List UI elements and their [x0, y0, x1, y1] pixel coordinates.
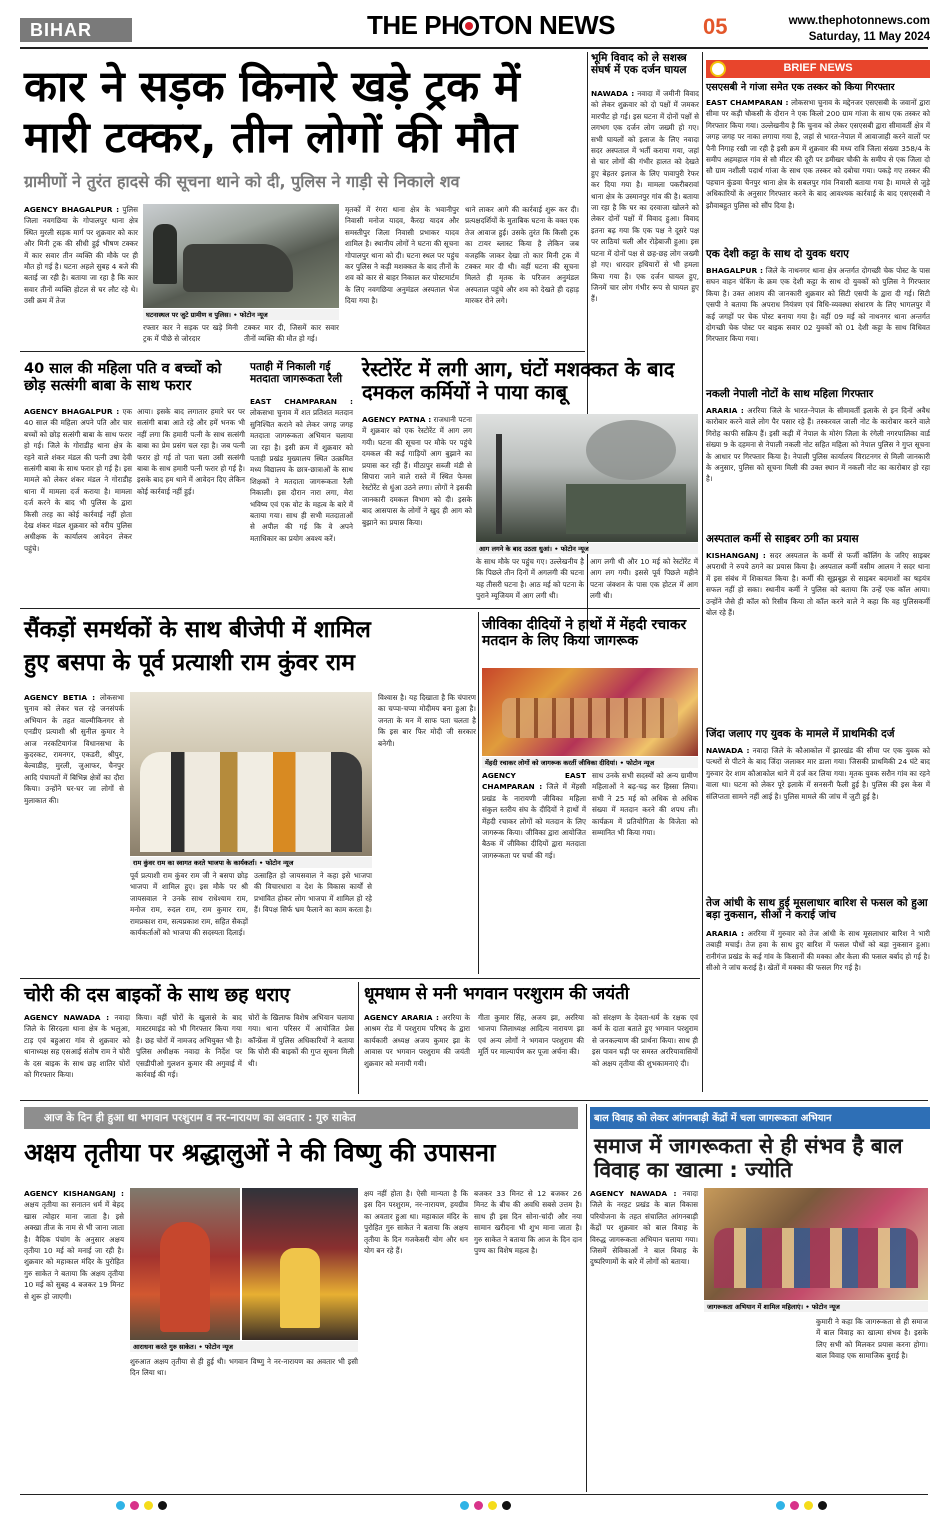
restaurant-column-1 [362, 414, 472, 602]
restaurant-below-2: आग लगी थी और 10 मई को रेस्टोरेंट में आग लग गयी। इससे पूर्व पिछले महीने पटना जंक्शन के पास एक होटल में आग लगी थी। [590, 557, 698, 601]
akshay-banner-text: आज के दिन ही हुआ था भगवान परशुराम व नर-नारायण का अवतार : गुरु साकेत [44, 1112, 356, 1124]
registration-dot-yellow-2 [488, 1501, 497, 1510]
registration-dot-cyan [116, 1501, 125, 1510]
bjp-column-1 [24, 692, 124, 972]
jeevika-headline: जीविका दीदियों ने हाथों में मेंहदी रचाकर मतदान के लिए किया जागरूक [482, 617, 687, 650]
akshay-column-4: बजकर 33 मिनट से 12 बजकर 26 मिनट के बीच की अवधि सबसे उत्तम है। साथ ही इस दिन सोना-चांदी और नया सामान खरीदना भी शुभ माना जाता है। गुरु साकेत ने बताया कि आज के दिन दान पुण्य का विशेष महत्व है। [474, 1189, 582, 1256]
bjp-jeevika-divider [478, 612, 479, 974]
chori-agency: AGENCY NAWADA : [24, 1013, 110, 1022]
section-label-box [20, 18, 132, 42]
parshuram-col1-text: अररिया के आश्रम रोड में परशुराम परिषद के द्वारा कार्यकारी अध्यक्ष अजय कुमार झा के आवास पर भगवान परशुराम की जयंती शुक्रवार को मनायी गयी। [364, 1013, 470, 1068]
section-label: BIHAR [30, 20, 92, 40]
row2-bottom-rule [20, 608, 700, 609]
lead-below-photo-2: टक्कर मार दी, जिसमें कार सवार तीनों व्यक्ति की मौत हो गई। [244, 323, 339, 344]
registration-dot-cyan-2 [460, 1501, 469, 1510]
people-shape [153, 224, 177, 284]
lead-column-1 [24, 204, 138, 344]
registration-dot-black-3 [818, 1501, 827, 1510]
brief5-body [706, 745, 930, 893]
lead-bottom-rule [20, 351, 585, 352]
accident-photo-caption: घटनास्थल पर जुटे ग्रामीण व पुलिस। • फोटोन न्यूज [143, 309, 339, 320]
patahi-body [250, 396, 353, 600]
chori-column-3: चोरों के खिलाफ विशेष अभियान चलाया गया। थाना परिसर में आयोजित प्रेस कॉन्फ्रेंस में पुलिस अधिकारियों ने बताया कि चोरी की बाइकों की गुप्त सूचना मिली थी। [248, 1013, 354, 1068]
balvivah-photo-caption: जागरूकता अभियान में शामिल महिलाएं। • फोटोन न्यूज [704, 1301, 928, 1312]
akshay-photo-caption: आराधना करते गुरु साकेत। • फोटोन न्यूज [130, 1341, 358, 1352]
parshuram-headline: धूमधाम से मनी भगवान परशुराम की जयंती [364, 984, 630, 1004]
restaurant-below-1: के साथ मौके पर पहुंच गए। उल्लेखनीय है कि पिछले तीन दिनों में अगलगी की घटना यह तीसरी घटना है। आठ मई को पटना के पुराने म्यूजियम में आग लगी थी। [476, 557, 584, 601]
photon-logo-icon [459, 16, 479, 36]
lead-agency: AGENCY BHAGALPUR : [24, 205, 120, 214]
brief5-headline: जिंदा जलाए गए युवक के मामले में प्राथमिकी दर्ज [706, 728, 895, 740]
jeevika-column-1 [482, 770, 586, 974]
row3-bottom-rule [20, 978, 700, 979]
wrecked-car-shape [183, 244, 293, 292]
brief3-agency: ARARIA : [706, 406, 744, 415]
akshay-headline: अक्षय तृतीया पर श्रद्धालुओं ने की विष्णु की उपासना [24, 1138, 496, 1167]
parshuram-column-2: गीता कुमार सिंह, अजय झा, अररिया भाजपा जिलाध्यक्ष आदित्य नारायण झा एवं अन्य लोगों ने भगवान परशुराम की मूर्ति पर माल्यार्पण कर पूजा अर्चना की। [478, 1013, 584, 1057]
patahi-agency: EAST CHAMPARAN : [250, 397, 353, 406]
brief1-agency: EAST CHAMPARAN : [706, 98, 789, 107]
bhumi-headline: भूमि विवाद को ले सशस्त्र संघर्ष में एक दर्जन घायल [591, 52, 687, 77]
akshay-column-1 [24, 1188, 124, 1488]
bjp-column-3: उत्साहित हो जायसवाल ने कहा इसे भाजपा की विचारधारा व देश के विकास कार्यों से प्रभावित होकर लोग भाजपा में शामिल हो रहे हैं। विपक्ष सिर्फ भ्रम फैलाने का काम करता है। [254, 871, 372, 915]
brief4-headline: अस्पताल कर्मी से साइबर ठगी का प्रयास [706, 533, 859, 545]
balvivah-banner-text: बाल विवाह को लेकर आंगनबाड़ी केंद्रों में चला जागरूकता अभियान [594, 1113, 832, 1124]
registration-dot-black-2 [502, 1501, 511, 1510]
bjp-headline-2: हुए बसपा के पूर्व प्रत्याशी राम कुंवर राम [24, 650, 355, 676]
brief5-text: नवादा जिले के कौआकोल में झारखंड की सीमा पर एक युवक को पत्थरों से पीटने के बाद जिंदा जलाकर मार डाला गया। जिसकी प्राथमिकी 24 घंटे बाद गुरुवार देर शाम कौआकोल थाने में दर्ज कर लिया गया। मृतक युवक सरौन गांव का रहने वाला था। घटना को लेकर पूरे इलाके में सनसनी फैली हुई है। पुलिस की इस केस में संलिप्तता सामने नहीं आई है। पुलिस मामले की जांच में जुटी हुई है। [706, 746, 930, 801]
parshuram-agency: AGENCY ARARIA : [364, 1013, 439, 1022]
lead-headline-1: कार ने सड़क किनारे खड़े ट्रक में [24, 62, 520, 112]
story40-column-2: आया। इसके बाद लगातार हमारे घर पर सत्संगी बाबा आते रहे और हमें भनक भी नहीं लगा कि हमारी पत्नी के साथ सत्संगी बाबा का प्रेम प्रसंग चल रहा है। जब पत्नी फरार हो गई तो पता चला उसी सत्संगी बाबा के साथ हमारी पत्नी फरार हो गई है। इसके बाद हम थाने में आवेदन दिए लेकिन कोई कार्रवाई नहीं हुई। [137, 407, 245, 496]
balvivah-col1-text: नवादा जिले के नरहट प्रखंड के बाल विकास परियोजना के तहत संचालित आंगनबाड़ी केंद्रों पर शुक्रवार को बाल विवाह के विरुद्ध जागरूकता अभियान चलाया गया। जिसमें सेविकाओं ने बाल विवाह के दुष्परिणामों के बारे में लोगों को बताया। [590, 1189, 698, 1267]
lead-headline-2: मारी टक्कर, तीन लोगों की मौत [24, 113, 518, 163]
women-group-shape [714, 1228, 918, 1288]
brief4-agency: KISHANGANJ : [706, 551, 766, 560]
registration-dot-black [158, 1501, 167, 1510]
patahi-headline: पताही में निकाली गई मतदाता जागरूकता रैली [250, 361, 343, 386]
brief6-headline: तेज आंधी के साथ हुई मूसलाधार बारिश से फसल को हुआ बड़ा नुकसान, सीओ ने कराई जांच [706, 897, 928, 922]
issue-date: Saturday, 11 May 2024 [808, 31, 930, 43]
bjp-photo [130, 692, 372, 856]
smoke-shape [586, 420, 676, 480]
lead-column-1b-text: बताया जा रहा है कि कार सवार तीनों व्यक्ति होटल से घर लौट रहे थे। उसी क्रम में तेज [24, 273, 138, 306]
registration-dot-magenta-3 [790, 1501, 799, 1510]
bhumi-text: नवादा में जमीनी विवाद को लेकर शुक्रवार को दो पक्षों में जमकर मारपीट हो गई। इस घटना में दोनों पक्षों से लगभग एक दर्जन लोग जख्मी हो गए। सभी घायलों को इलाज के लिए नवादा सदर अस्पताल में भर्ती कराया गया, जहां से चार लोगों की गंभीर हालत को देखते हुए बेहतर इलाज के लिए पावापुरी रेफर कर दिया गया है। मामला पकरीबरावां थाना क्षेत्र के उस्मानपुर गांव की है। बताया जा रहा है कि घर का दरवाजा खोलने को लेकर दोनों पक्षों में विवाद हुआ। विवाद इतना बढ़ गया कि एक पक्ष ने दूसरे पक्ष पर लाठियां चली और रोड़ेबाजी हुआ। इस घटना में दोनों पक्ष से छह-छह लोग जख्मी हो गए। धारदार हथियारों से भी हमला किया गया है। एक दर्जन घायल हुए, जिनमें चार लोग गंभीर रूप से घायल हुए हैं। [591, 89, 699, 304]
akshay-banner [24, 1107, 578, 1129]
jeevika-col1-text: जिले में मेंहसी प्रखंड के नारायणी जीविका महिला संकुल स्तरीय संघ के दीदियों ने हाथों में मेंहदी रचाकर लोगों को मतदान के लिए जागरूक किया। जीविका द्वारा आयोजित बैठक में जीविका दीदियों द्वारा मतदाता जागरूकता पर चर्चा की गई। [482, 782, 586, 860]
row4-bottom-rule [20, 1100, 928, 1101]
footer-rule [20, 1494, 928, 1495]
bjp-photo-caption: राम कुंवर राम का स्वागत करते भाजपा के कार्यकर्ता। • फोटोन न्यूज [130, 857, 372, 868]
jeevika-agency: AGENCY EAST CHAMPARAN : [482, 771, 586, 792]
chori-column-2: किया। वहीं चोरों के खुलासे के बाद मास्टरमाइंड को भी गिरफ्तार किया गया है। छह चोरों में नामजद अभियुक्त भी है। पुलिस अधीक्षक नवादा के निर्देश पर एसडीपीओ गुलशन कुमार की अगुवाई में कार्रवाई की गई। [136, 1013, 242, 1080]
story40-text: एक 40 साल की महिला अपने पति और चार बच्चों को छोड़ सत्संगी बाबा के साथ फरार हो गई। जिले के गोराडीह थाना क्षेत्र के रहने वाले शंकर मंडल की पत्नी उषा देवी सत्संगी बाबा के साथ फरार हो गई है। इस मामले को लेकर शंकर मंडल ने गोराडीह थाना में मामला दर्ज कराया है। मामला दर्ज करने के बाद भी पुलिस के द्वारा किसी तरह का कोई कार्रवाई नहीं होता देख शंकर मंडल शुक्रवार को वरीय पुलिस अधीक्षक के कार्यालय आवेदन लेकर पहुंचे। [24, 407, 132, 553]
lead-column-3: मृतकों में रंगरा थाना क्षेत्र के भवानीपुर निवासी मनोज यादव, कैरदा यादव और समस्तीपुर जिला निवासी प्रभाकर यादव शामिल है। स्थानीय लोगों ने घटना की सूचना गोपालपुर थाना को दी। घटना स्थल पर पहुंच कर पुलिस ने कड़ी मशक्कत के बाद तीनों के शव को कार से बाहर निकाल कर पोस्टमार्टम के लिए नवगछिया अनुमंडल अस्पताल भेज दिया गया है। [345, 205, 459, 306]
balvivah-agency: AGENCY NAWADA : [590, 1189, 677, 1198]
fire-photo [476, 414, 698, 542]
chori-parshuram-divider [358, 982, 359, 1094]
parshuram-column-1 [364, 1012, 470, 1094]
bhumi-body [591, 88, 699, 344]
jeevika-column-2: साथ उनके सभी सदस्यों को अन्य ग्रामीण महिलाओं ने बढ़-चढ़ कर हिस्सा लिया। सभी ने 25 मई को अधिक से अधिक संख्या में मतदान करने की शपथ ली। कार्यक्रम में प्रतियोगिता के विजेता को सम्मानित भी किया गया। [592, 771, 698, 838]
parshuram-column-3: को संरक्षण के देवता-धर्म के रक्षक एवं कर्म के दाता बताते हुए भगवान परशुराम से जनकल्याण की प्रार्थना किया। साथ ही इस पावन घड़ी पर समस्त अररियावासियों को अक्षय तृतीया की शुभकामनाएं दी। [592, 1013, 698, 1068]
bhumi-agency: NAWADA : [591, 89, 635, 98]
page-number-badge [703, 14, 739, 44]
brief2-headline: एक देशी कट्टा के साथ दो युवक धराए [706, 248, 849, 260]
akshay-column-3: क्षय नहीं होता है। ऐसी मान्यता है कि इस दिन परशुराम, नर-नारायण, हयग्रीव का अवतार हुआ था। महाकाल मंदिर के पुरोहित गुरु साकेत ने बताया कि अक्षय तृतीया के दिन गजकेसरी योग और धन योग बन रहे हैं। [364, 1189, 468, 1256]
story40-headline: 40 साल की महिला पति व बच्चों को छोड़ सत्संगी बाबा के साथ फरार [24, 361, 222, 394]
registration-dot-yellow [144, 1501, 153, 1510]
brief3-text: अररिया जिले के भारत-नेपाल के सीमावर्ती इलाके से इन दिनों अवैध कारोबार करने वाले लोग पैर पसार रहे हैं। तस्करवल जाली नोट के कारोबार करने वाले गिरोह काफी सक्रिय हैं। इसी कड़ी में नेपाल के मोरंग जिला के रंगेली नगरपालिका वार्ड संख्या 9 के दहमना से नेपाली नकली नोट सहित महिला को नेपाल पुलिस ने गुप्त सूचना के आधार पर गिरफ्तार किया है। नेपाली पुलिस कार्यालय विराटनगर से मिली जानकारी के अनुसार, पुलिस को सूचना मिली की उक्त स्थान में नकली नोट का कारोबार हो रहा है। [706, 406, 930, 484]
restaurant-agency: AGENCY PATNA : [362, 415, 432, 424]
bjp-column-4: विश्वास है। यह दिखाता है कि चंपारण का चप्पा-चप्पा मोदीमय बना हुआ है। जनता के मन में साफ पता चलता है कि इस बार फिर मोदी जी सरकार बनेगी। [378, 693, 476, 748]
brief1-text: लोकसभा चुनाव के मद्देनजर एसएसबी के जवानों द्वारा सीमा पर कड़ी चौकसी के दौरान ने एक किलो 200 ग्राम गांजा के साथ एक तस्कर को गिरफ्तार किया गया। उल्लेखनीय है कि चुनाव को लेकर एसएसबी द्वारा सीमावर्ती क्षेत्र में जगह जगह पर नाका लगाया गया है, जहां से भारत-नेपाल में आवाजाही करने वालों पर पैनी निगाह रखी जा रही है इसी क्रम में शुक्रवार की मध्य रात्रि जिला संख्या 358/4 के समीप अहमहाल गांव से सौ मीटर की दूरी पर डमीखर चौकी के समीप से एक जिला दो सौ ग्राम नशीली पदार्थ गांजा के साथ एक तस्कर को दबोचा गया। पकड़े गए तस्कर की पहचान कुंडवा चैनपुर थाना क्षेत्र के सबलपुर गांव निवासी बताया गया है। मामले से जुड़े अधिकारियों के अनुसार गिरफ्तार करने के बाद आवश्यक कार्रवाई के बाद एसएसबी ने झौवाबहुत पुलिस को सौंप दिया है। [706, 98, 930, 210]
bjp-headline-1: सैंकड़ों समर्थकों के साथ बीजेपी में शामिल [24, 617, 371, 643]
brief4-text: सदर अस्पताल के कर्मी से फर्जी कॉलिंग के जरिए साइबर अपराधी ने रुपये ठगने का प्रयास किया है। अस्पताल कर्मी वसीम आलम ने सदर थाना में इस संबंध में शिकायत किया है। कर्मी की सूझबूझ से साइबर बदमाशों का षड़यंत्र सफल नहीं हो सका। स्थानीय कर्मी ने पुलिस को बताया कि उन्हें एक कॉल आया। उन्होंने जैसे ही कॉल को रिसीव किया तो कॉल करने वाले ने कहा कि वह पुलिसकर्मी बोल रहे हैं। [706, 551, 930, 618]
balvivah-photo [704, 1188, 928, 1300]
jeevika-photo [482, 668, 698, 756]
brief6-body [706, 928, 930, 1088]
brief4-body [706, 550, 930, 722]
balvivah-headline: समाज में जागरूकता से ही संभव है बाल विवाह का खात्मा : ज्योति [594, 1134, 903, 1183]
balvivah-column-1 [590, 1188, 698, 1488]
lead-subhead: ग्रामीणों ने तुरंत हादसे की सूचना थाने को दी, पुलिस ने गाड़ी से निकाले शव [24, 172, 460, 191]
bjp-column-2: पूर्व प्रत्याशी राम कुंवर राम जी ने बसपा छोड़ भाजपा में शामिल हुए। इस मौके पर श्री जायसवाल ने उनके साथ राधेश्याम राम, मनोज राम, रुदल राम, राम कुमार राम, रामप्रकाश राम, सत्यप्रकाश राम, सहित सैकड़ों कार्यकर्ताओं को भाजपा की सदस्यता दिलाई। [130, 871, 248, 938]
akshay-agency: AGENCY KISHANGANJ : [24, 1189, 124, 1198]
brief1-headline: एसएसबी ने गांजा समेत एक तस्कर को किया गिरफ्तार [706, 82, 895, 93]
masthead-rule [20, 47, 928, 49]
brief1-body [706, 97, 930, 239]
registration-dot-yellow-3 [804, 1501, 813, 1510]
registration-dot-magenta [130, 1501, 139, 1510]
story40-agency: AGENCY BHAGALPUR : [24, 407, 120, 416]
bhumi-brief-divider [702, 52, 703, 1092]
brief2-agency: BHAGALPUR : [706, 266, 763, 275]
story40-column-1 [24, 406, 132, 600]
tower-shape [496, 434, 502, 534]
akshay-below-photo: शुरुआत अक्षय तृतीया से ही हुई थी। भगवान विष्णु ने नर-नारायण का अवतार भी इसी दिन लिया था। [130, 1357, 358, 1378]
akshay-col1-text: अक्षय तृतीया का सनातन धर्म में बेहद खास त्योहार माना जाता है। इसे अक्खा तीज के नाम से भी जाना जाता है। वैदिक पंचांग के अनुसार अक्षय तृतीया 10 मई को मनाई जा रही है। शुक्रवार को महाकाल मंदिर के पुरोहित गुरु साकेत ने बताया कि अक्षय तृतीया 10 मई को सुबह 4 बजकर 19 मिनट से शुरू हो जाएगी। [24, 1200, 124, 1301]
akshay-balvivah-divider [586, 1104, 587, 1492]
registration-dot-magenta-2 [474, 1501, 483, 1510]
lead-column-4: थाने लाकर आगे की कार्रवाई शुरू कर दी। प्रत्यक्षदर्शियों के मुताबिक घटना के वक्त एक तेज आवाज हुई। उसके तुरंत कि किसी ट्रक का टायर ब्लास्ट किया है लेकिन जब वजहकि जाकर देखा तो कार मिनी ट्रक में टक्कर मार दी थी। वहीं घटना की सूचना मिलते ही मृतक के परिजन अनुमंडल अस्पताल पहुंचे और शव को देखते ही दहाड़ मारकर रोने लगे। [465, 205, 579, 306]
balvivah-banner [590, 1107, 930, 1129]
restaurant-text: राजधानी पटना में शुक्रवार को एक रेस्टोरेंट में आग लग गयी। घटना की सूचना पर मौके पर पहुंचे दमकल की कई गाड़ियों आग बुझाने का प्रयास कर रही हैं। मीठापुर सब्जी मंडी से सिपारा जाने वाले रास्ते में स्थित फेमस रेस्टोरेंट से धुंआ उठने लगा। लोगों ने इसकी जानकारी दमकल विभाग को दी। इसके बाद आसपास के लोगों ने खुद ही आग को बुझाने का प्रयास किया। [362, 415, 472, 527]
bjp-agency: AGENCY BETIA : [24, 693, 96, 702]
balvivah-column-2: कुमारी ने कहा कि जागरूकता से ही समाज में बाल विवाह का खात्मा संभव है। इसके लिए सभी को मिलकर प्रयास करना होगा। बाल विवाह एक सामाजिक बुराई है। [816, 1317, 928, 1361]
building-shape [566, 484, 686, 534]
page-number: 05 [703, 14, 728, 39]
hands-shape [502, 698, 678, 738]
brief3-body [706, 405, 930, 529]
paper-title [367, 10, 615, 48]
brief5-agency: NAWADA : [706, 746, 750, 755]
brief6-text: अररिया में गुरुवार को तेज आंधी के साथ मूसलाधार बारिश ने भारी तबाही मचाई। तेज हवा के साथ हुए बारिश में फसल पौधों को बड़ा नुकसान हुआ। रानीगंज प्रखंड के कई गांव के किसानों की मक्का और केला की फसल बर्बाद हो गई है। सीओ ने जांच कराई है। खेतों में मक्का की फसल गिर गई है। [706, 929, 930, 973]
brief2-text: जिले के नाथनगर थाना क्षेत्र अन्तर्गत दोगच्छी चेक पोस्ट के पास सघन वाहन चेकिंग के क्रम एक देशी कट्टा के साथ दो युवकों को पुलिस ने गिरफ्तार किया है। उक्त आशय की जानकारी शुक्रवार को सिटी एसपी के द्वारा दी गई। सिटी एसपी ने बताया कि अपराध नियंत्रण एवं विधि-व्यवस्था संधारण के लिए भागलपुर में कई जगहों पर चेक पोस्ट बनाया गया है। वहीं 09 मई को नाथनगर थाना अन्तर्गत दोगच्छी चेक पोस्ट पर बाइक सवार 02 युवकों को 01 देशी कट्टा के साथ विधिवत गिरफ्तार किया गया। [706, 266, 931, 344]
akshay-photo-left [130, 1188, 240, 1340]
brief-news-label: BRIEF NEWS [783, 62, 853, 74]
brief2-body [706, 265, 930, 383]
brief6-agency: ARARIA : [706, 929, 744, 938]
lead-below-photo-1: रफ्तार कार ने सड़क पर खड़े मिनी ट्रक में पीछे से जोरदार [143, 323, 238, 344]
akshay-photo-right [242, 1188, 358, 1340]
deity-shape [280, 1248, 320, 1328]
lead-column-1-text: पुलिस जिला नवगछिया के गोपालपुर थाना क्षेत्र स्थित मुरली सड़क मार्ग पर शुक्रवार को कार और मिनी ट्रक की सीधी हुई भीषण टक्कर में कार सवार तीन व्यक्ति की मौके पर ही मौत हो गई है। घटना अहले सुबह 4 बजे की बताई जा रही है। [24, 205, 138, 283]
patahi-text: लोकसभा चुनाव में शत प्रतिशत मतदान सुनिश्चित कराने को लेकर जगह जगह मतदाता जागरूकता अभियान चलाया जा रहा है। इसी क्रम में शुक्रवार को पताही प्रखंड मुख्यालय स्थित उत्क्रमित मध्य विद्यालय के छात्र-छात्राओं के साथ शिक्षकों ने मतदाता जागरूकता रैली निकाली। इस दौरान नारा लगा, मेरा भविष्य एवं एक वोट के महत्व के बारे में बताया गया। साथ ही सभी मतदाताओं से अपील की गई कि वे अपने मताधिकार का प्रयोग अवश्य करें। [250, 408, 353, 543]
jeevika-photo-caption: मेंहदी रचाकर लोगों को जागरूक करतीं जीविका दीदियां। • फोटोन न्यूज [482, 757, 698, 768]
registration-dot-cyan-3 [776, 1501, 785, 1510]
brief3-headline: नकली नेपाली नोटों के साथ महिला गिरफ्तार [706, 388, 874, 400]
priest-shape [160, 1222, 210, 1332]
group-people-shape [140, 752, 362, 852]
chori-column-1 [24, 1012, 130, 1094]
website[interactable]: www.thephotonnews.com [788, 15, 930, 27]
paper-title-part-2: TON NEWS [479, 10, 615, 40]
bjp-col1-text: लोकसभा चुनाव को लेकर चल रहे जनसंपर्क अभियान के तहत वाल्मीकिनगर से एनडीए प्रत्याशी श्री सुनील कुमार ने आज नरकटियागंज विधानसभा के कुदरकट, रामनगर, एकडरी, श्रीपुर, बेल्वाडीह, मुरली, जुआफर, चैनपुर आदि पंचायतों में बिभिन्न क्षेत्रों का दौरा किया। उन्होंने घर-घर जा लोगों से मुलाकात की। [24, 693, 124, 805]
brief-news-header [706, 60, 930, 78]
chori-col1-text: नवादा जिले के सिरदला थाना क्षेत्र के भलुआ, टाड़ एवं बहुआरा गांव से शुक्रवार को थानाध्यक्ष सह एसआई संतोष राम ने चोरी के दस बाइक के साथ छह शातिर चोरों को गिरफ्तार किया। [24, 1013, 130, 1080]
restaurant-headline: रेस्टोरेंट में लगी आग, घंटों मशक्कत के बाद दमकल कर्मियों ने पाया काबू [362, 357, 675, 404]
accident-photo [143, 204, 339, 308]
fire-photo-caption: आग लगने के बाद उठता धुआं। • फोटोन न्यूज [476, 543, 698, 554]
paper-title-part-1: THE PH [367, 10, 460, 40]
chori-headline: चोरी की दस बाइकों के साथ छह धराए [24, 984, 290, 1006]
